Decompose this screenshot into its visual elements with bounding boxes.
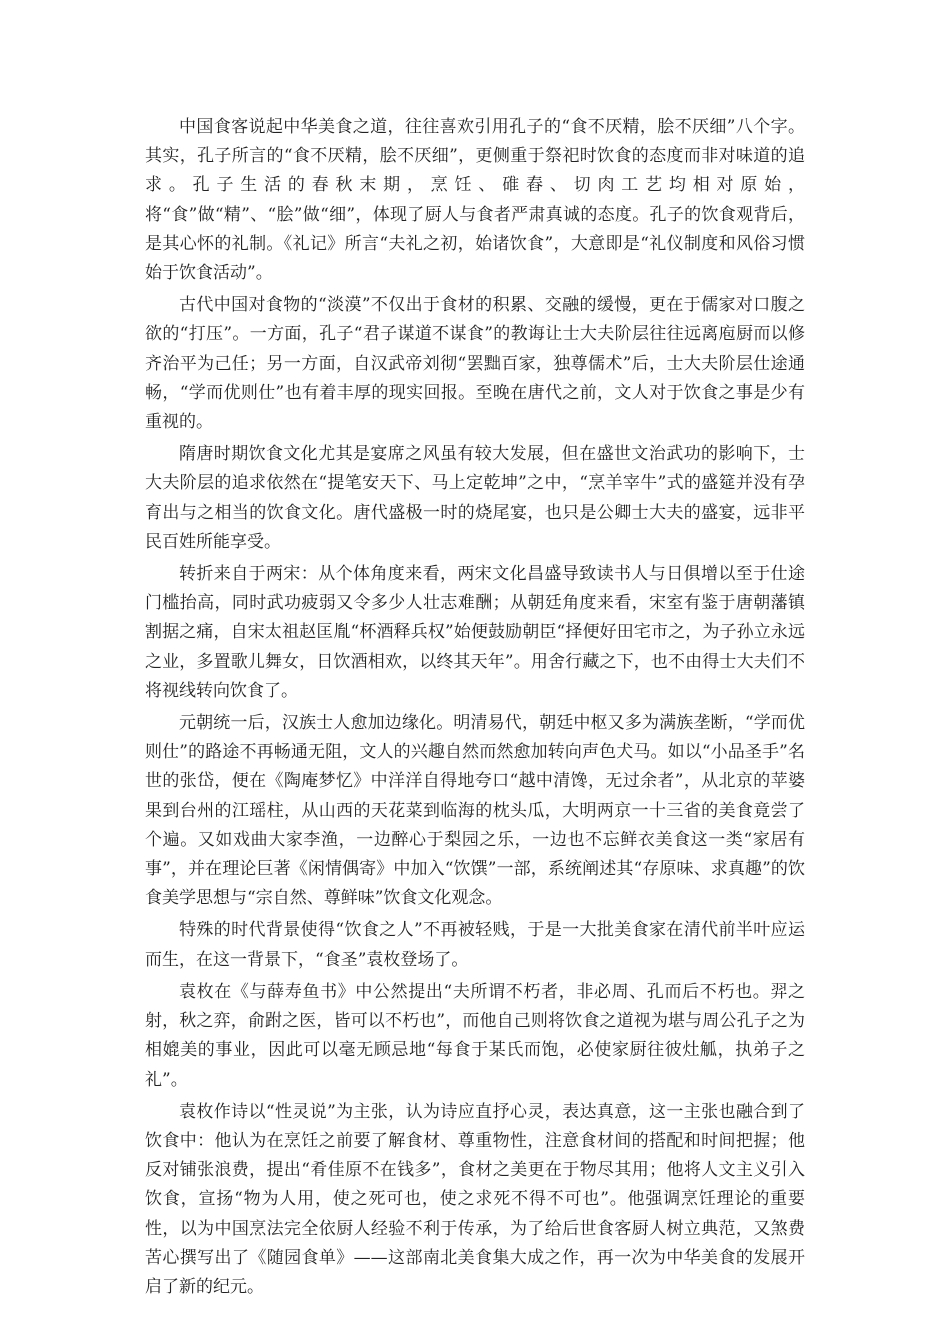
paragraph-6: 特殊的时代背景使得“饮食之人”不再被轻贱，于是一大批美食家在清代前半叶应运而生，在这一背景下，“食圣”袁枚登场了。	[145, 920, 805, 970]
paragraph-5: 元朝统一后，汉族士人愈加边缘化。明清易代，朝廷中枢又多为满族垄断，“学而优则仕”的路途不再畅通无阻，文人的兴趣自然而然愈加转向声色犬马。如以“小品圣手”名世的张岱，便在《陶庵梦忆》中洋洋自得地夸口“越中清馋，无过余者”，从北京的苹婆果到台州的江瑶柱，从山西的天花菜到临海的枕头瓜，大明两京一十三省的美食竟尝了个遍。又如戏曲大家李渔，一边醉心于梨园之乐，一边也不忘鲜衣美食这一类“家居有事”，并在理论巨著《闲情偶寄》中加入“饮馔”一部，系统阐述其“存原味、求真趣”的饮食美学思想与“宗自然、尊鲜味”饮食文化观念。	[145, 713, 805, 909]
article-body	[145, 113, 805, 1305]
paragraph-2: 古代中国对食物的“淡漠”不仅出于食材的积累、交融的缓慢，更在于儒家对口腹之欲的“打压”。一方面，孔子“君子谋道不谋食”的教诲让士大夫阶层往往远离庖厨而以修齐治平为己任；另一方面，自汉武帝刘彻“罢黜百家，独尊儒术”后，士大夫阶层仕途通畅，“学而优则仕”也有着丰厚的现实回报。至晚在唐代之前，文人对于饮食之事是少有重视的。	[145, 295, 805, 433]
paragraph-7: 袁枚在《与薛寿鱼书》中公然提出“夫所谓不朽者，非必周、孔而后不朽也。羿之射，秋之弈，俞跗之医，皆可以不朽也”，而他自己则将饮食之道视为堪与周公孔子之为相媲美的事业，因此可以毫无顾忌地“每食于某氏而饱，必使家厨往彼灶觚，执弟子之礼”。	[145, 981, 805, 1090]
paragraph-1: 中国食客说起中华美食之道，往往喜欢引用孔子的“食不厌精，脍不厌细”八个字。其实，孔子所言的“食不厌精，脍不厌细”，更侧重于祭祀时饮食的态度而非对味道的追求。孔子生活的春秋末期，烹饪、碓舂、切肉工艺均相对原始，将“食”做“精”、“脍”做“细”，体现了厨人与食者严肃真诚的态度。孔子的饮食观背后，是其心怀的礼制。《礼记》所言“夫礼之初，始诸饮食”，大意即是“礼仪制度和风俗习惯始于饮食活动”。	[145, 117, 805, 284]
paragraph-4: 转折来自于两宋：从个体角度来看，两宋文化昌盛导致读书人与日俱增以至于仕途门槛抬高，同时武功疲弱又令多少人壮志难酬；从朝廷角度来看，宋室有鉴于唐朝藩镇割据之痛，自宋太祖赵匡胤“杯酒释兵权”始便鼓励朝臣“择便好田宅市之，为子孙立永远之业，多置歌儿舞女，日饮酒相欢，以终其天年”。用舍行藏之下，也不由得士大夫们不将视线转向饮食了。	[145, 564, 805, 701]
paragraph-3: 隋唐时期饮食文化尤其是宴席之风虽有较大发展，但在盛世文治武功的影响下，士大夫阶层的追求依然在“提笔安天下、马上定乾坤”之中，“烹羊宰牛”式的盛筵并没有孕育出与之相当的饮食文化。唐代盛极一时的烧尾宴，也只是公卿士大夫的盛宴，远非平民百姓所能享受。	[145, 444, 805, 552]
paragraph-8: 袁枚作诗以“性灵说”为主张，认为诗应直抒心灵，表达真意，这一主张也融合到了饮食中：他认为在烹饪之前要了解食材、尊重物性，注意食材间的搭配和时间把握；他反对铺张浪费，提出“肴佳原不在钱多”，食材之美更在于物尽其用；他将人文主义引入饮食，宣扬“物为人用，使之死可也，使之求死不得不可也”。他强调烹饪理论的重要性，以为中国烹法完全依厨人经验不利于传承，为了给后世食客厨人树立典范，又煞费苦心撰写出了《随园食单》——这部南北美食集大成之作，再一次为中华美食的发展开启了新的纪元。	[145, 1101, 805, 1297]
